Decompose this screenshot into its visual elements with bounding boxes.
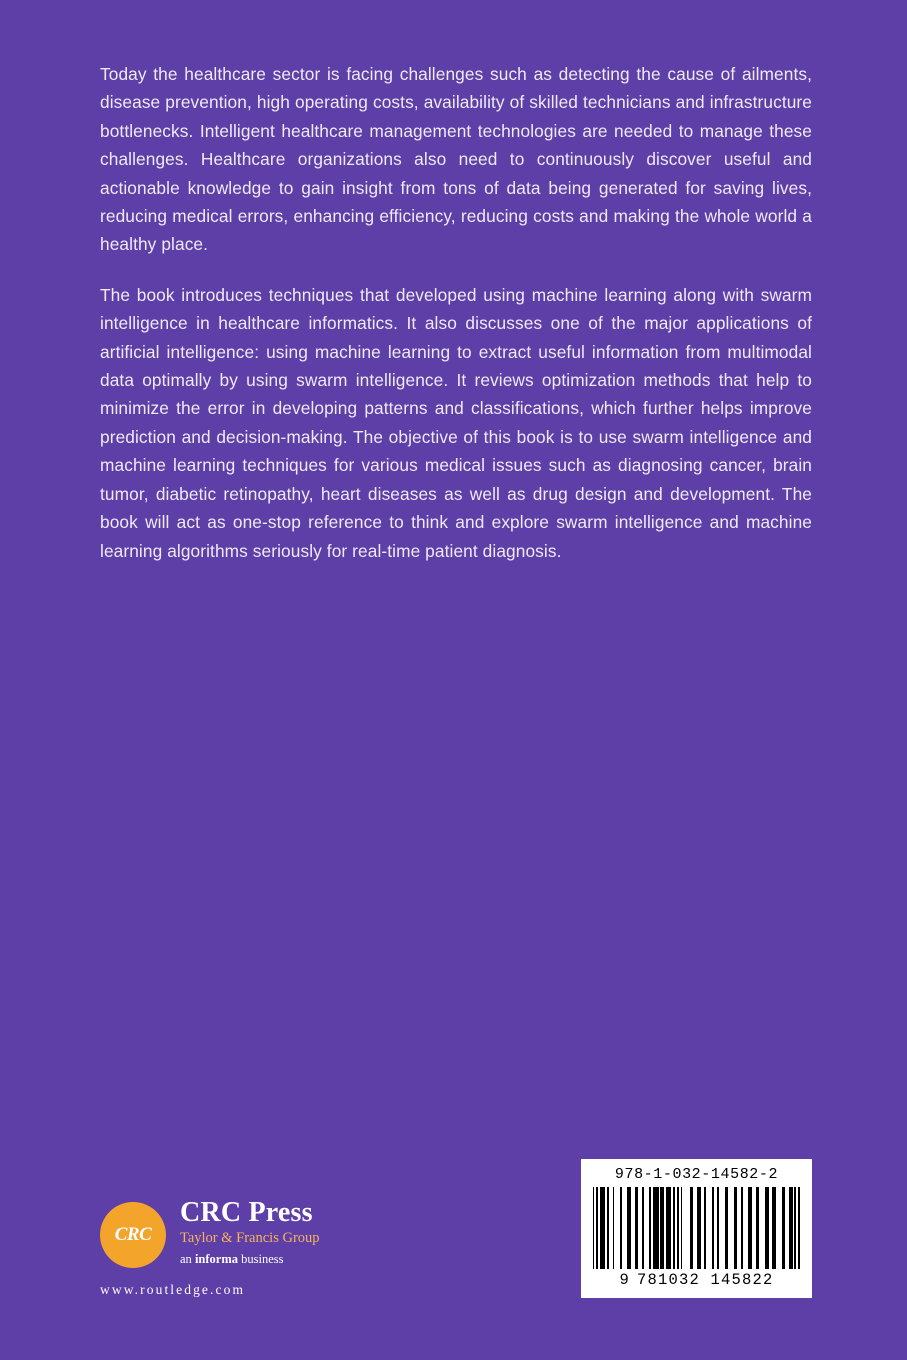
description-paragraph-2: The book introduces techniques that developed using machine learning along with swarm intelligence in healthcare informatics. It also discusses one of the major applications of artificial intelligence: using machine learning to extract useful information from multimodal data optimally by using swarm intelligence. It reviews optimization methods that help to minimize the error in developing patterns and classifications, which further helps improve prediction and decision-making. The objective of this book is to use swarm intelligence and machine learning techniques for various medical issues such as diagnosing cancer, brain tumor, diabetic retinopathy, heart diseases as well as drug design and development. The book will act as one-stop reference to think and explore swarm intelligence and machine learning algorithms seriously for real-time patient diagnosis. <box>100 284 812 561</box>
barcode-bars <box>593 1187 801 1269</box>
ean-main-digits: 781032 145822 <box>636 1271 774 1289</box>
isbn-number: 978-1-032-14582-2 <box>614 1166 779 1183</box>
ean-left-digit: 9 <box>619 1271 630 1289</box>
publisher-website[interactable]: www.routledge.com <box>100 1282 246 1297</box>
informa-prefix: an <box>180 1252 195 1266</box>
publisher-name: CRC Press <box>180 1197 313 1228</box>
publisher-group: Taylor & Francis Group <box>180 1230 320 1246</box>
crc-circle-icon <box>100 1202 166 1268</box>
crc-badge-label: CRC <box>114 1224 152 1245</box>
book-description <box>100 60 812 565</box>
informa-suffix: business <box>238 1252 284 1266</box>
description-paragraph-1: Today the healthcare sector is facing challenges such as detecting the cause of ailments, disease prevention, high operating costs, availability of skilled technicians and infrastructure bottlenecks. Intelligent healthcare management technologies are needed to manage these challenges. Healthcare organizations also need to continuously discover useful and actionable knowledge to gain insight from tons of data being generated for saving lives, reducing medical errors, enhancing efficiency, reducing costs and making the whole world a healthy place. <box>100 64 812 255</box>
ean-digits <box>590 1271 803 1289</box>
publisher-text-block <box>180 1196 430 1268</box>
publisher-logo-block <box>100 1196 430 1306</box>
barcode-block <box>581 1159 812 1298</box>
publisher-informa-line <box>180 1250 430 1268</box>
informa-word: informa <box>194 1252 238 1266</box>
